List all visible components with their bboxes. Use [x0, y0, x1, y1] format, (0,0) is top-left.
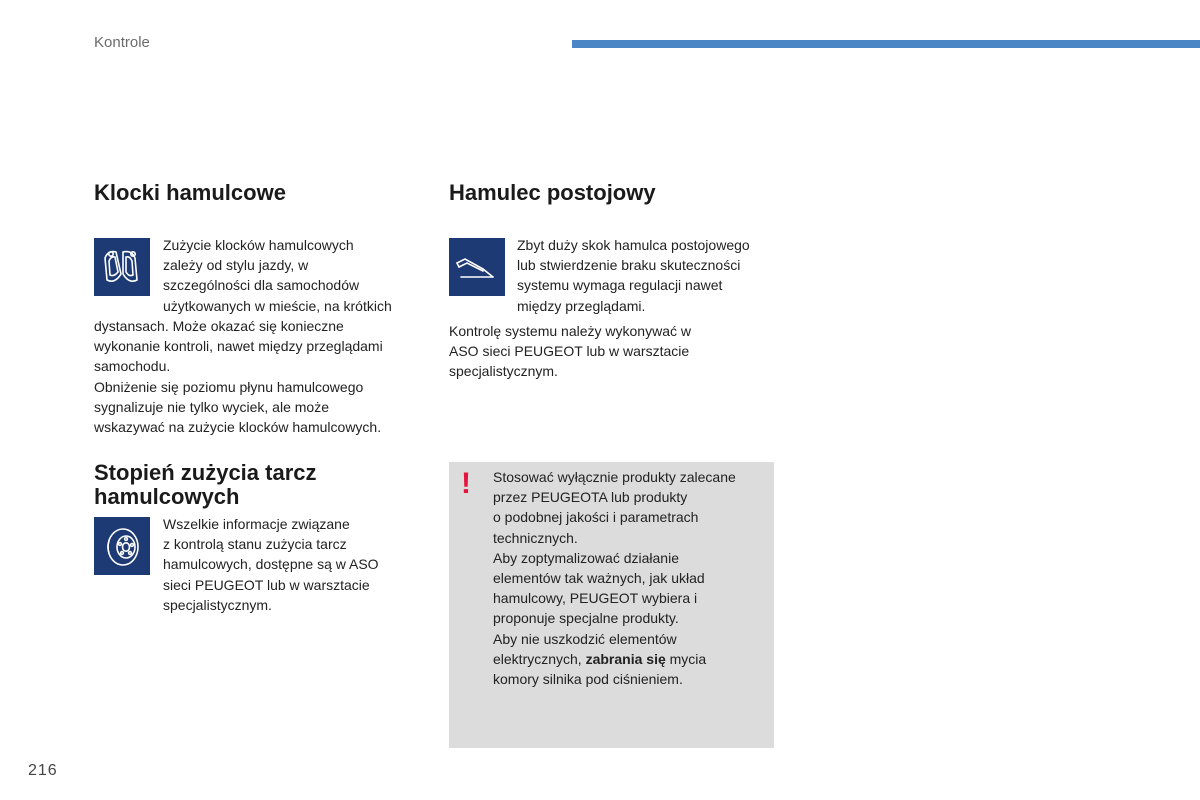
klocki-text-wrapped: Zużycie klocków hamulcowych zależy od stylu jazdy, w szczególności dla samochodów użytkowanych w mieście, na krótkich: [163, 237, 392, 314]
klocki-text-full: dystansach. Może okazać się konieczne wykonanie kontroli, nawet między przeglądami samochodu. Obniżenie się poziomu płynu hamulcowego sygnalizuje nie tylko wyciek, ale może wskazywać na zużycie klocków hamulcowych.: [94, 318, 383, 436]
postojowy-text-full: Kontrolę systemu należy wykonywać w ASO sieci PEUGEOT lub w warsztacie specjalistycznym.: [449, 323, 691, 380]
page-number: 216: [28, 762, 58, 779]
note-bold-line: elektrycznych, zabrania się mycia: [493, 650, 707, 667]
postojowy-heading: Hamulec postojowy: [449, 180, 656, 205]
section-title: Kontrole: [94, 34, 150, 51]
brake-disc-icon: [94, 517, 150, 575]
klocki-heading: Klocki hamulcowe: [94, 180, 286, 205]
tarcze-heading-line1: Stopień zużycia tarcz: [94, 460, 317, 485]
tarcze-text: Wszelkie informacje związane z kontrolą stanu zużycia tarcz hamulcowych, dostępne są w ASO sieci PEUGEOT lub w warsztacie specjalistycznym.: [163, 516, 379, 613]
parking-brake-icon: [449, 238, 505, 296]
brake-pads-icon: [94, 238, 150, 296]
postojowy-text-wrapped: Zbyt duży skok hamulca postojowego lub stwierdzenie braku skuteczności systemu wymaga regulacji nawet między przeglądami.: [517, 237, 750, 314]
warning-exclamation-icon: !: [461, 467, 471, 500]
note-text: Stosować wyłącznie produkty zalecane przez PEUGEOTA lub produkty o podobnej jakości i parametrach technicznych. Aby zoptymalizować działanie elementów tak ważnych, jak układ hamulcowy, PEUGEOT wybiera i proponuje specjalne produkty. Aby nie uszkodzić elementów elektrycznych, zabrania się mycia komory silnika pod ciśnieniem.: [493, 469, 736, 688]
tarcze-heading: [94, 461, 317, 509]
header-accent-bar: [572, 40, 1200, 48]
tarcze-heading-line2: hamulcowych: [94, 484, 240, 509]
